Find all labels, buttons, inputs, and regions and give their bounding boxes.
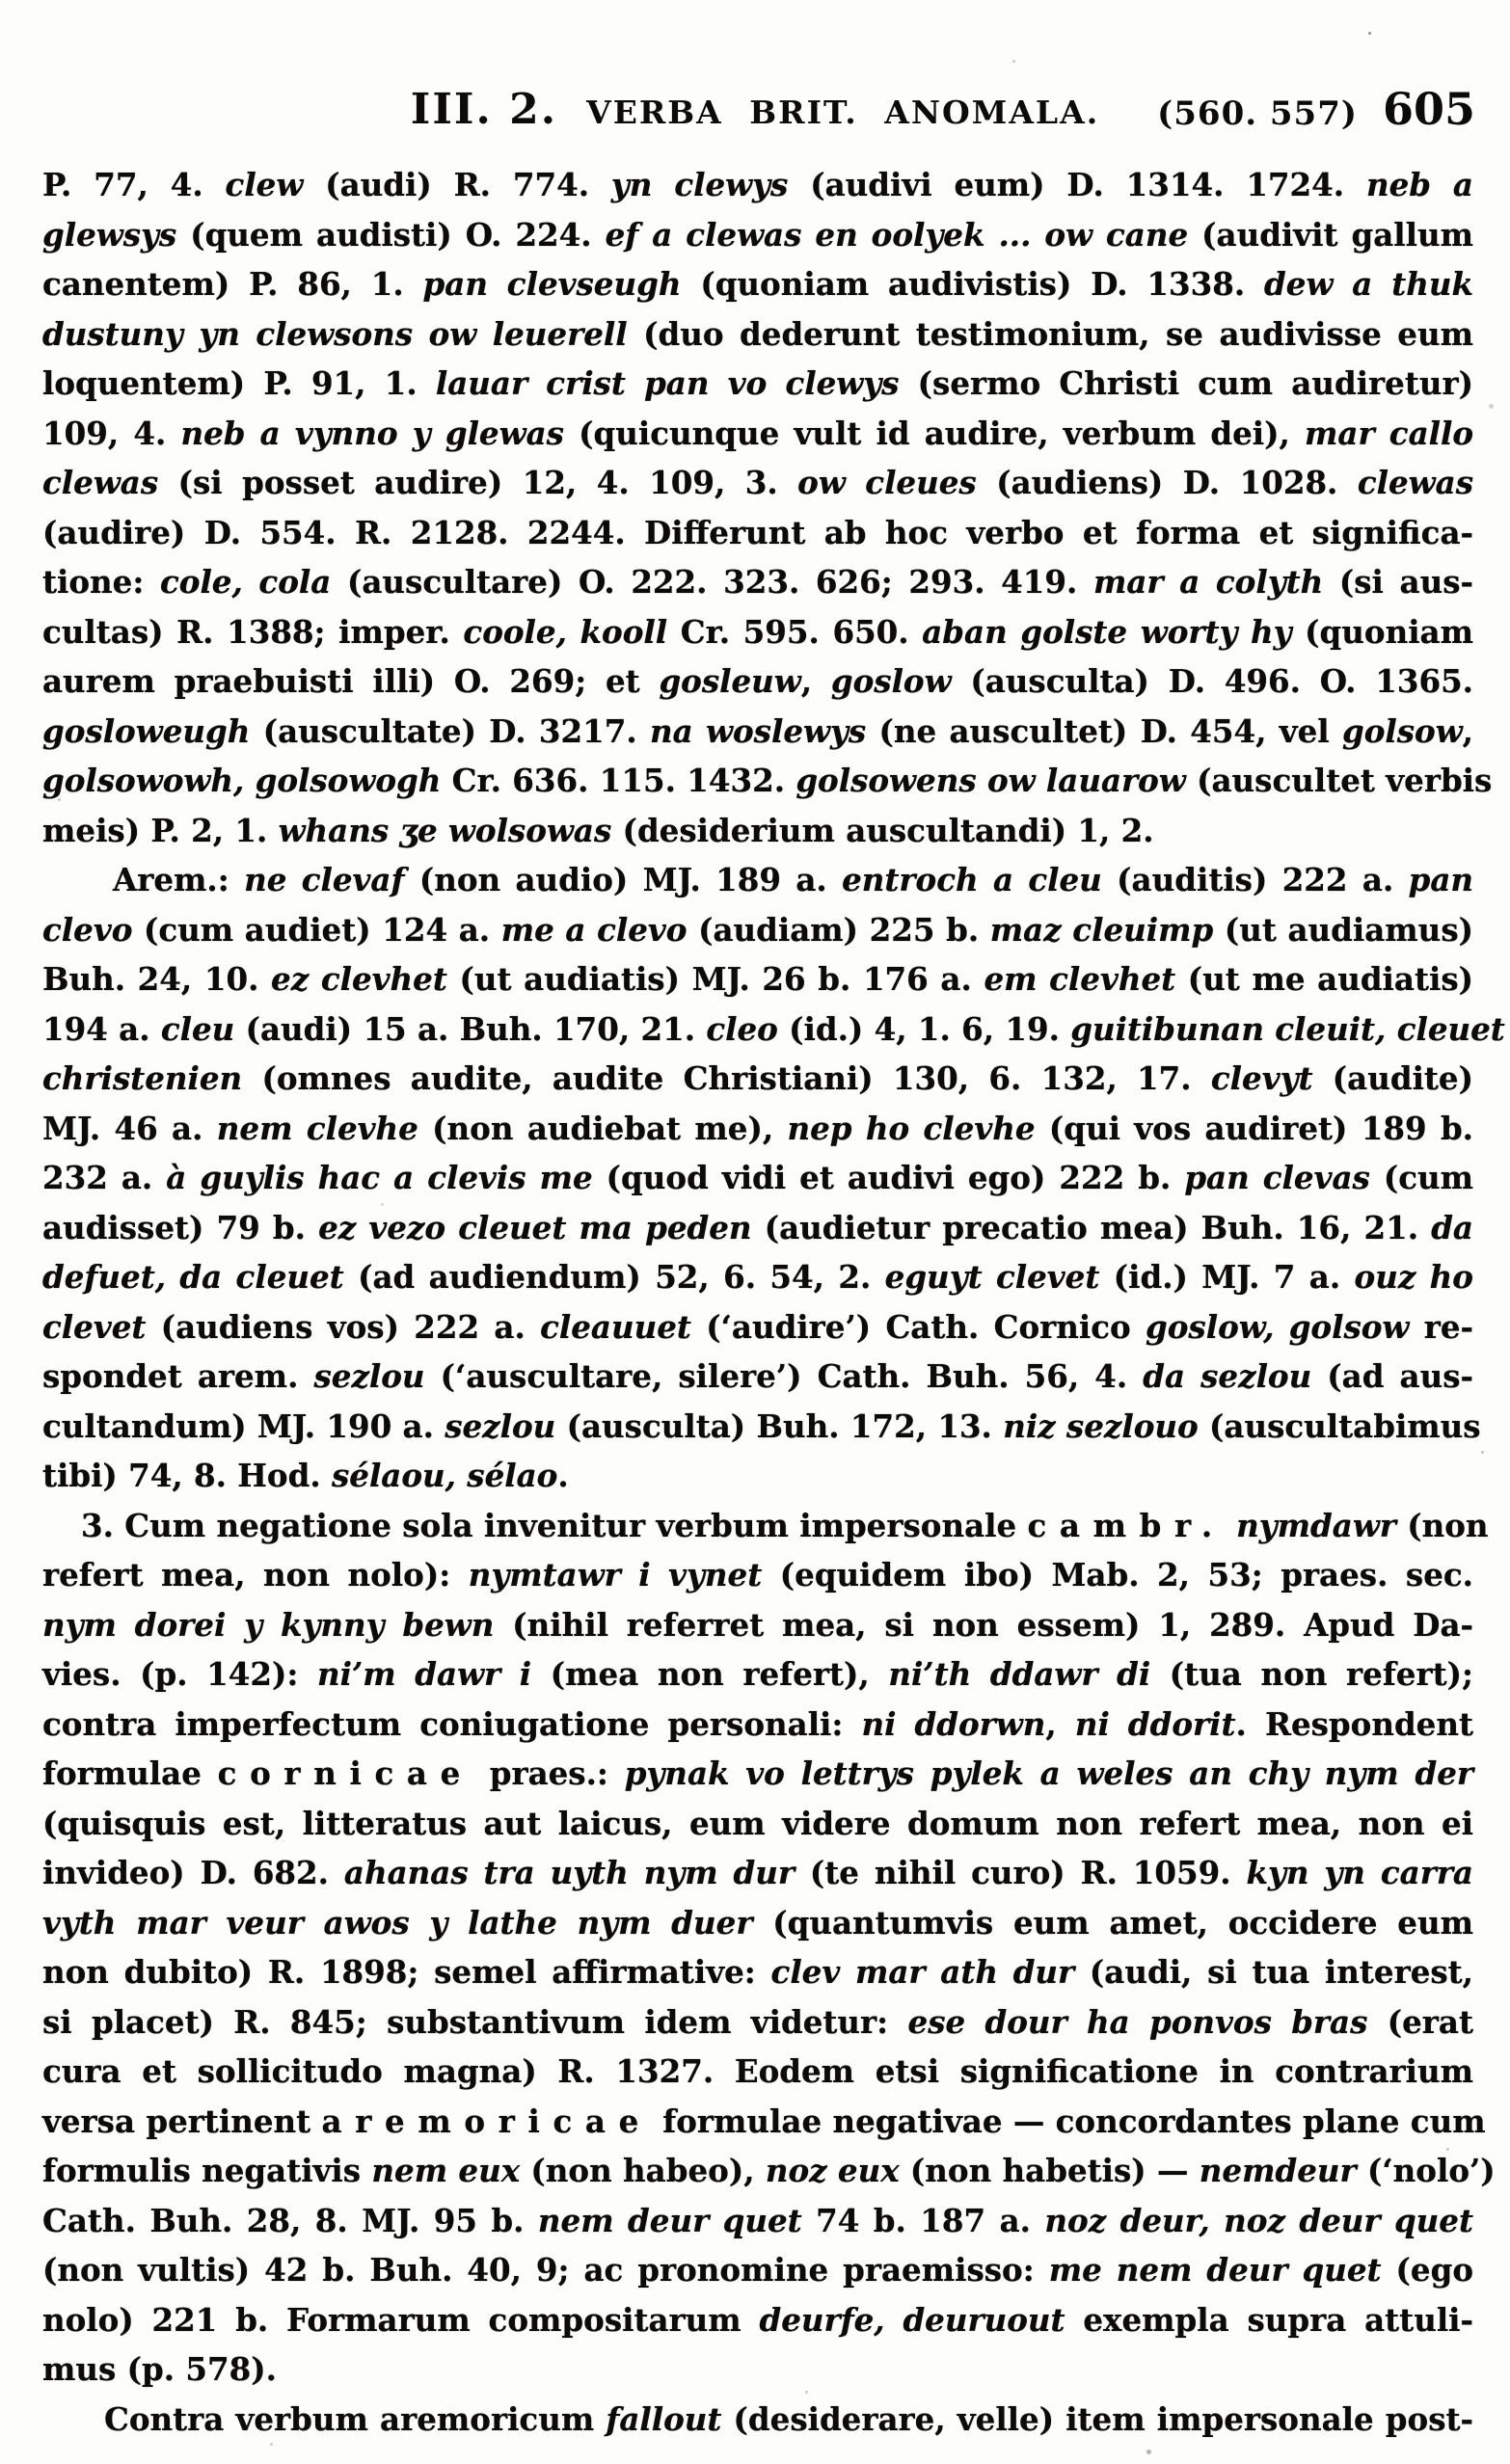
text-run: (non habeo), <box>520 2152 766 2189</box>
italic-text-run: pan clevas <box>1184 1159 1370 1196</box>
text-run: 232 a. <box>42 1159 167 1196</box>
text-line <box>42 2395 1473 2445</box>
text-run: versa pertinent <box>42 2102 322 2140</box>
text-line <box>42 1302 1473 1353</box>
text-run: (quantumvis eum amet, occidere eum <box>752 1903 1473 1942</box>
text-run: vies. (p. 142): <box>42 1655 317 1693</box>
italic-text-run: em clevhet <box>984 960 1176 998</box>
text-run: loquentem) P. 91, 1. <box>42 364 436 402</box>
text-run: (auditis) 222 a. <box>1101 861 1409 898</box>
text-run: (mea non refert), <box>531 1655 889 1693</box>
text-run: . Respondent <box>1235 1704 1473 1743</box>
text-line <box>42 1749 1473 1799</box>
text-run: (quicunque vult id audire, verbum dei), <box>563 414 1306 452</box>
italic-text-run: noz deur, noz deur quet <box>1044 2201 1473 2239</box>
text-line <box>42 1004 1505 1055</box>
italic-text-run: whans ʒe wolsowas <box>278 811 612 849</box>
text-run: , <box>1462 711 1473 750</box>
italic-text-run: deurfe, deuruout <box>759 2300 1065 2339</box>
text-run: (audite) <box>1312 1059 1473 1097</box>
italic-text-run: me nem deur quet <box>1048 2251 1382 2289</box>
text-run: (non <box>1395 1506 1489 1544</box>
italic-text-run: vyth mar veur awos y lathe nym duer <box>42 1903 753 1942</box>
text-line <box>42 160 1473 210</box>
text-run: (tua non refert); <box>1150 1655 1473 1693</box>
page-body <box>42 160 1505 2444</box>
italic-text-run: nymdawr <box>1236 1506 1396 1544</box>
text-run: (‘auscultare, silere’) Cath. Buh. 56, 4. <box>424 1357 1144 1395</box>
text-run: (audiens) D. 1028. <box>976 464 1358 501</box>
text-line <box>42 1848 1473 1898</box>
italic-text-run: clevyt <box>1210 1059 1313 1097</box>
running-head-center <box>411 85 1099 134</box>
italic-text-run: lauar crist pan vo clewys <box>435 364 900 402</box>
text-run: . <box>557 1457 569 1494</box>
italic-text-run: dustuny yn clewsons ow leuerell <box>42 314 628 353</box>
text-line <box>42 259 1473 309</box>
italic-text-run: cleauuet <box>540 1307 691 1346</box>
text-line <box>42 1054 1473 1104</box>
italic-text-run: ese dour ha ponvos bras <box>907 2002 1368 2041</box>
text-run: invideo) D. 682. <box>42 1854 344 1891</box>
italic-text-run: ez vezo cleuet ma peden <box>318 1208 752 1246</box>
text-line <box>42 2146 1496 2196</box>
text-run: exempla supra attuli- <box>1065 2300 1474 2339</box>
text-run: (auscultabimus <box>1198 1406 1481 1445</box>
text-run: (ad audiendum) 52, 6. 54, 2. <box>343 1258 885 1296</box>
section-number: III. 2. <box>410 85 558 134</box>
italic-text-run: clew <box>225 166 304 203</box>
text-run: mus (p. 578). <box>42 2350 277 2388</box>
text-run: (non habetis) — <box>899 2152 1200 2189</box>
italic-text-run: gosloweugh <box>42 711 251 750</box>
text-run: (auscultet verbis <box>1185 762 1493 799</box>
chapter-title: VERBA BRIT. ANOMALA. <box>586 94 1100 131</box>
italic-text-run: sezlou <box>313 1357 425 1395</box>
text-run: (quisquis est, litteratus aut laicus, eum videre domum non refert mea, non ei <box>42 1804 1473 1842</box>
italic-text-run: goslow <box>830 662 952 700</box>
text-line <box>42 557 1473 607</box>
text-run: (desiderare, velle) item impersonale post- <box>721 2399 1474 2438</box>
text-run: (quem audisti) O. 224. <box>176 215 606 254</box>
italic-text-run: christenien <box>42 1059 243 1097</box>
italic-text-run: nymtawr i vynet <box>468 1556 763 1594</box>
text-line <box>42 1700 1473 1750</box>
text-line <box>42 1550 1473 1600</box>
italic-text-run: me a clevo <box>500 910 688 949</box>
text-run: (ausculta) D. 496. O. 1365. <box>951 662 1473 700</box>
text-run: (audi) R. 774. <box>303 166 611 203</box>
italic-text-run: clewas <box>1357 464 1474 501</box>
scan-speck-artifacts <box>0 0 3 3</box>
text-line <box>42 1402 1481 1452</box>
text-run: tibi) 74, 8. Hod. <box>42 1457 332 1494</box>
text-line <box>42 1600 1473 1650</box>
text-run: (‘audire’) Cath. Cornico <box>690 1307 1146 1346</box>
text-line <box>42 1451 1473 1501</box>
italic-text-run: ow cleues <box>797 464 977 501</box>
text-run: (desiderium auscultandi) 1, 2. <box>611 811 1154 849</box>
running-head <box>0 77 1510 139</box>
text-run: (qui vos audiret) 189 b. <box>1035 1109 1473 1147</box>
text-run: (si aus- <box>1323 563 1474 601</box>
italic-text-run: ni ddorwn <box>861 1704 1046 1743</box>
text-run: (audi) 15 a. Buh. 170, 21. <box>234 1009 707 1048</box>
text-run: (ne auscultet) D. 454, vel <box>866 711 1342 750</box>
text-line <box>42 2245 1473 2295</box>
text-run: cultandum) MJ. 190 a. <box>42 1406 445 1445</box>
text-run: (auscultate) D. 3217. <box>250 711 651 750</box>
italic-text-run: guitibunan cleuit, cleuet <box>1070 1009 1505 1048</box>
text-line <box>42 806 1473 856</box>
text-run: (cum <box>1369 1159 1474 1196</box>
text-run: (ut audiamus) <box>1213 910 1473 949</box>
text-run: (equidem ibo) Mab. 2, 53; praes. sec. <box>762 1556 1473 1594</box>
italic-text-run: golsow <box>1341 711 1463 750</box>
text-run: 74 b. 187 a. <box>801 2201 1045 2239</box>
text-run: re- <box>1409 1307 1473 1346</box>
italic-text-run: ne clevaf <box>244 861 405 898</box>
text-run: (quod vidi et audivi ego) 222 b. <box>592 1159 1185 1196</box>
text-run: (audiam) 225 b. <box>687 910 990 949</box>
text-run: (sermo Christi cum audiretur) <box>899 364 1473 402</box>
text-run: Cr. 595. 650. <box>667 612 923 651</box>
text-line <box>42 1252 1473 1302</box>
text-run: (si posset audire) 12, 4. 109, 3. <box>158 464 798 501</box>
letterspaced-text-run: cornicae <box>217 1754 473 1792</box>
italic-text-run: ni’m dawr i <box>317 1655 532 1693</box>
text-line <box>42 2047 1473 2097</box>
text-run: canentem) P. 86, 1. <box>42 265 423 303</box>
italic-text-run: pan <box>1408 861 1474 898</box>
text-run <box>1226 1507 1236 1544</box>
text-run: cultas) R. 1388; imper. <box>42 612 464 651</box>
text-line <box>42 2295 1473 2345</box>
text-run: , <box>1045 1704 1075 1743</box>
text-line <box>42 409 1473 459</box>
text-line <box>42 2097 1486 2147</box>
text-run: (omnes audite, audite Christiani) 130, 6. 132, 17. <box>242 1059 1211 1097</box>
text-run: (audivi eum) D. 1314. 1724. <box>788 166 1366 203</box>
text-run: spondet arem. <box>42 1357 314 1395</box>
text-line <box>42 855 1473 905</box>
letterspaced-text-run: aremoricae <box>321 2102 652 2140</box>
italic-text-run: ni’th ddawr di <box>888 1655 1151 1693</box>
text-run: (nihil referret mea, si non essem) 1, 289. Apud Da- <box>494 1605 1473 1644</box>
text-run: (ausculta) Buh. 172, 13. <box>555 1406 1004 1445</box>
text-run: (auscultare) O. 222. 323. 626; 293. 419. <box>331 563 1093 601</box>
italic-text-run: niz sezlouo <box>1003 1406 1199 1445</box>
text-line <box>42 905 1473 955</box>
text-line <box>42 1649 1473 1700</box>
text-line <box>42 607 1473 657</box>
text-run: Cr. 636. 115. 1432. <box>441 762 796 799</box>
text-run: (cum audiet) 124 a. <box>132 910 501 949</box>
text-line <box>42 1898 1473 1948</box>
text-run: Arem.: <box>113 861 245 898</box>
italic-text-run: nym dorei y kynny bewn <box>42 1605 495 1644</box>
text-run: praes.: <box>472 1754 625 1792</box>
text-line <box>42 1352 1473 1402</box>
italic-text-run: neb a vynno y glewas <box>180 414 564 452</box>
italic-text-run: sezlou <box>445 1406 556 1445</box>
text-run: si placet) R. 845; substantivum idem videtur: <box>42 2002 908 2041</box>
text-run: 3. Cum negatione sola invenitur verbum impersonale <box>81 1506 1028 1544</box>
text-line <box>42 1501 1489 1551</box>
italic-text-run: maz cleuimp <box>989 910 1214 949</box>
text-run: P. 77, 4. <box>42 166 226 203</box>
text-run: Cath. Buh. 28, 8. MJ. 95 b. <box>42 2201 538 2239</box>
text-run: refert mea, non nolo): <box>42 1556 469 1594</box>
text-run: nolo) 221 b. Formarum compositarum <box>42 2300 760 2339</box>
italic-text-run: golsowens ow lauarow <box>795 762 1186 799</box>
text-line <box>42 458 1473 508</box>
text-run: (ego <box>1381 2251 1473 2289</box>
italic-text-run: cleu <box>160 1009 235 1048</box>
text-run: , <box>800 662 831 700</box>
italic-text-run: clevet <box>42 1307 147 1346</box>
letterspaced-text-run: cambr. <box>1027 1506 1226 1544</box>
text-run: formulae negativae — concordantes plane cum <box>651 2102 1486 2140</box>
text-run: tione: <box>42 563 160 601</box>
text-line <box>42 359 1473 409</box>
text-run: (audivit gallum <box>1188 215 1473 254</box>
italic-text-run: glewsys <box>42 215 177 254</box>
text-line <box>42 1153 1473 1203</box>
italic-text-run: ef a clewas en oolyek ... ow cane <box>605 215 1189 254</box>
italic-text-run: clewas <box>42 464 159 501</box>
text-run: (duo dederunt testimonium, se audivisse eum <box>627 314 1473 353</box>
text-run: (id.) 4, 1. 6, 19. <box>777 1009 1071 1048</box>
italic-text-run: neb a <box>1365 166 1473 203</box>
italic-text-run: cleo <box>706 1009 778 1048</box>
text-line <box>42 1997 1473 2048</box>
italic-text-run: nep ho clevhe <box>787 1109 1036 1147</box>
italic-text-run: sélaou, sélao <box>331 1457 558 1494</box>
text-line <box>42 2196 1473 2246</box>
text-line <box>42 1947 1473 1997</box>
italic-text-run: gosleuw <box>659 662 801 700</box>
italic-text-run: mar a colyth <box>1092 563 1324 601</box>
italic-text-run: ni ddorit <box>1074 1704 1236 1743</box>
italic-text-run: goslow, golsow <box>1146 1307 1410 1346</box>
italic-text-run: na woslewys <box>650 711 867 750</box>
italic-text-run: coole, kooll <box>463 612 668 651</box>
text-run: (quoniam <box>1291 612 1474 651</box>
text-run: (quoniam audivistis) D. 1338. <box>681 265 1265 303</box>
text-line <box>42 707 1473 757</box>
italic-text-run: ahanas tra uyth nym dur <box>343 1854 795 1891</box>
text-line <box>42 2344 1473 2395</box>
text-run: aurem praebuisti illi) O. 269; et <box>42 662 660 700</box>
italic-text-run: fallout <box>606 2399 722 2438</box>
text-run: (id.) MJ. 7 a. <box>1099 1258 1355 1296</box>
text-line <box>42 1104 1473 1154</box>
text-run: (audiens vos) 222 a. <box>146 1307 541 1346</box>
text-run: meis) P. 2, 1. <box>42 811 279 849</box>
text-run: (ut me audiatis) <box>1175 960 1473 998</box>
text-run: (audietur precatio mea) Buh. 16, 21. <box>751 1208 1432 1246</box>
italic-text-run: clev mar ath dur <box>770 1953 1075 1991</box>
text-line <box>42 1799 1473 1849</box>
italic-text-run: yn clewys <box>610 166 789 203</box>
italic-text-run: dew a thuk <box>1264 265 1473 303</box>
text-run: (ad aus- <box>1311 1357 1474 1395</box>
italic-text-run: pan clevseugh <box>422 265 682 303</box>
text-line <box>42 309 1473 360</box>
text-line <box>42 210 1473 260</box>
italic-text-run: nemdeur <box>1199 2152 1357 2189</box>
text-line <box>42 756 1493 806</box>
italic-text-run: entroch a cleu <box>842 861 1102 898</box>
text-run: (non audiebat me), <box>418 1109 788 1147</box>
italic-text-run: da sezlou <box>1143 1357 1312 1395</box>
text-line <box>42 508 1473 558</box>
text-run: (audire) D. 554. R. 2128. 2244. Differunt ab hoc verbo et forma et significa- <box>42 513 1473 551</box>
italic-text-run: defuet, da cleuet <box>42 1258 344 1296</box>
running-head-right <box>1157 83 1475 135</box>
text-run: 194 a. <box>42 1009 161 1048</box>
italic-text-run: clevo <box>42 910 133 949</box>
text-run: formulae <box>42 1754 218 1792</box>
italic-text-run: kyn yn carra <box>1246 1854 1473 1891</box>
page-number: 605 <box>1382 83 1475 135</box>
italic-text-run: aban golste worty hy <box>922 612 1292 651</box>
italic-text-run: nem clevhe <box>216 1109 418 1147</box>
text-run: (‘nolo’) <box>1356 2152 1496 2189</box>
text-line <box>42 656 1473 707</box>
italic-text-run: ez clevhet <box>271 960 447 998</box>
text-run: audisset) 79 b. <box>42 1208 319 1246</box>
text-run: (erat <box>1367 2002 1473 2041</box>
text-line <box>42 954 1473 1004</box>
italic-text-run: pynak vo lettrys pylek a weles an chy nym der <box>624 1754 1473 1792</box>
italic-text-run: mar callo <box>1305 414 1473 452</box>
text-run: Buh. 24, 10. <box>42 960 272 998</box>
italic-text-run: golsowowh, golsowogh <box>42 762 442 799</box>
italic-text-run: ouz ho <box>1354 1258 1473 1296</box>
text-run: (non vultis) 42 b. Buh. 40, 9; ac pronomine praemisso: <box>42 2251 1049 2289</box>
text-run: formulis negativis <box>42 2152 372 2189</box>
italic-text-run: cole, cola <box>159 563 332 601</box>
text-run: (audi, si tua interest, <box>1074 1953 1473 1991</box>
italic-text-run: noz eux <box>765 2152 900 2189</box>
text-run: (te nihil curo) R. 1059. <box>794 1854 1247 1891</box>
text-run: (ut audiatis) MJ. 26 b. 176 a. <box>446 960 984 998</box>
text-run: contra imperfectum coniugatione personali: <box>42 1704 862 1743</box>
text-run: (non audio) MJ. 189 a. <box>404 861 843 898</box>
italic-text-run: da <box>1431 1208 1473 1246</box>
italic-text-run: eguyt clevet <box>884 1258 1100 1296</box>
text-run: non dubito) R. 1898; semel affirmative: <box>42 1953 771 1991</box>
italic-text-run: nem eux <box>371 2152 521 2189</box>
text-run: cura et sollicitudo magna) R. 1327. Eodem etsi significatione in contrarium <box>42 2052 1473 2090</box>
column-folio: (560. 557) <box>1157 94 1358 133</box>
text-run: 109, 4. <box>42 414 181 452</box>
text-run: Contra verbum aremoricum <box>104 2399 607 2438</box>
text-line <box>42 1203 1473 1253</box>
italic-text-run: à guylis hac a clevis me <box>166 1159 593 1196</box>
text-run: MJ. 46 a. <box>42 1109 217 1147</box>
italic-text-run: nem deur quet <box>537 2201 802 2239</box>
